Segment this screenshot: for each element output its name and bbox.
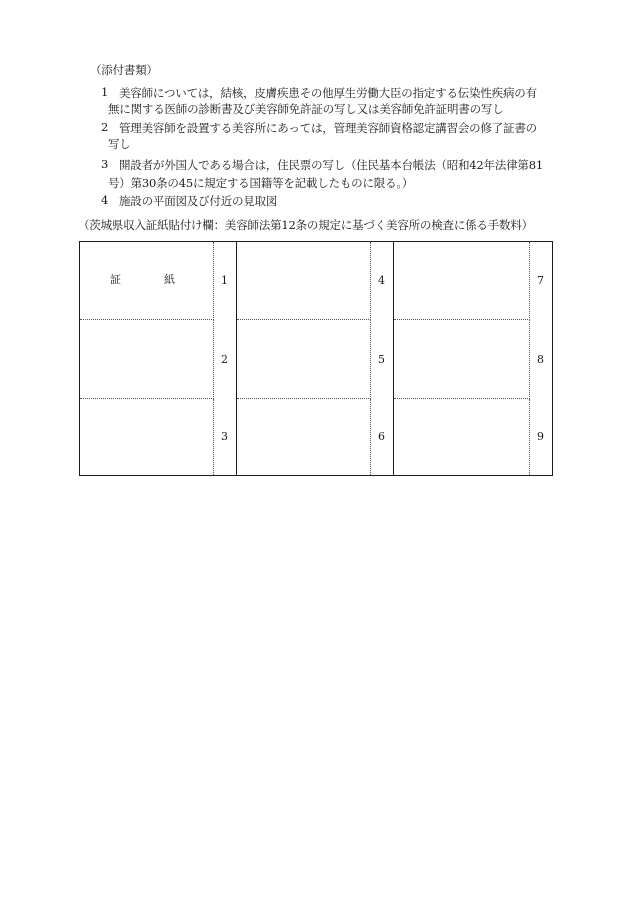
stamp-slot-number: 8 — [537, 352, 544, 366]
attachments-heading: （添付書類） — [90, 63, 158, 77]
item-text-continued: 写し — [108, 137, 131, 151]
item-text: 施設の平面図及び付近の見取図 — [119, 194, 278, 208]
item-number: 1 — [101, 85, 109, 99]
stamp-slot-number: 9 — [537, 430, 544, 444]
stamp-slot-number: 5 — [371, 320, 394, 399]
stamp-slot-number: 1 — [214, 242, 237, 320]
stamp-slot-number: 3 — [214, 399, 237, 476]
stamp-area[interactable] — [80, 320, 214, 399]
stamp-area[interactable] — [237, 399, 371, 476]
item-text-continued: 号）第30条の45に規定する国籍等を記載したものに限る。） — [108, 176, 414, 190]
item-text: 開設者が外国人である場合は，住民票の写し（住民基本台帳法（昭和42年法律第81 — [119, 158, 543, 172]
stamp-slot-number: 7 — [537, 274, 544, 288]
stamp-area[interactable] — [394, 399, 530, 476]
stamp-area[interactable] — [237, 320, 371, 399]
item-text: 管理美容師を設置する美容所にあっては，管理美容師資格認定講習会の修了証書の — [119, 121, 537, 135]
stamp-area[interactable] — [394, 320, 530, 399]
item-number: 4 — [101, 193, 109, 207]
stamp-label-right: 紙 — [164, 272, 175, 286]
stamp-area[interactable] — [80, 242, 214, 320]
item-number: 3 — [101, 157, 109, 171]
revenue-stamp-table — [79, 241, 553, 476]
stamp-area[interactable] — [237, 242, 371, 320]
item-number: 2 — [101, 120, 109, 134]
stamp-label-left: 証 — [110, 272, 121, 286]
stamp-slot-number: 4 — [371, 242, 394, 320]
stamp-slot-number: 6 — [371, 399, 394, 476]
stamp-caption: （茨城県収入証紙貼付け欄：美容師法第12条の規定に基づく美容所の検査に係る手数料） — [78, 218, 533, 232]
item-text: 美容師については，結核，皮膚疾患その他厚生労働大臣の指定する伝染性疾病の有 — [119, 86, 537, 100]
stamp-area[interactable] — [80, 399, 214, 476]
stamp-area[interactable] — [394, 242, 530, 320]
item-text-continued: 無に関する医師の診断書及び美容師免許証の写し又は美容師免許証明書の写し — [108, 102, 504, 116]
stamp-slot-number: 2 — [214, 320, 237, 399]
